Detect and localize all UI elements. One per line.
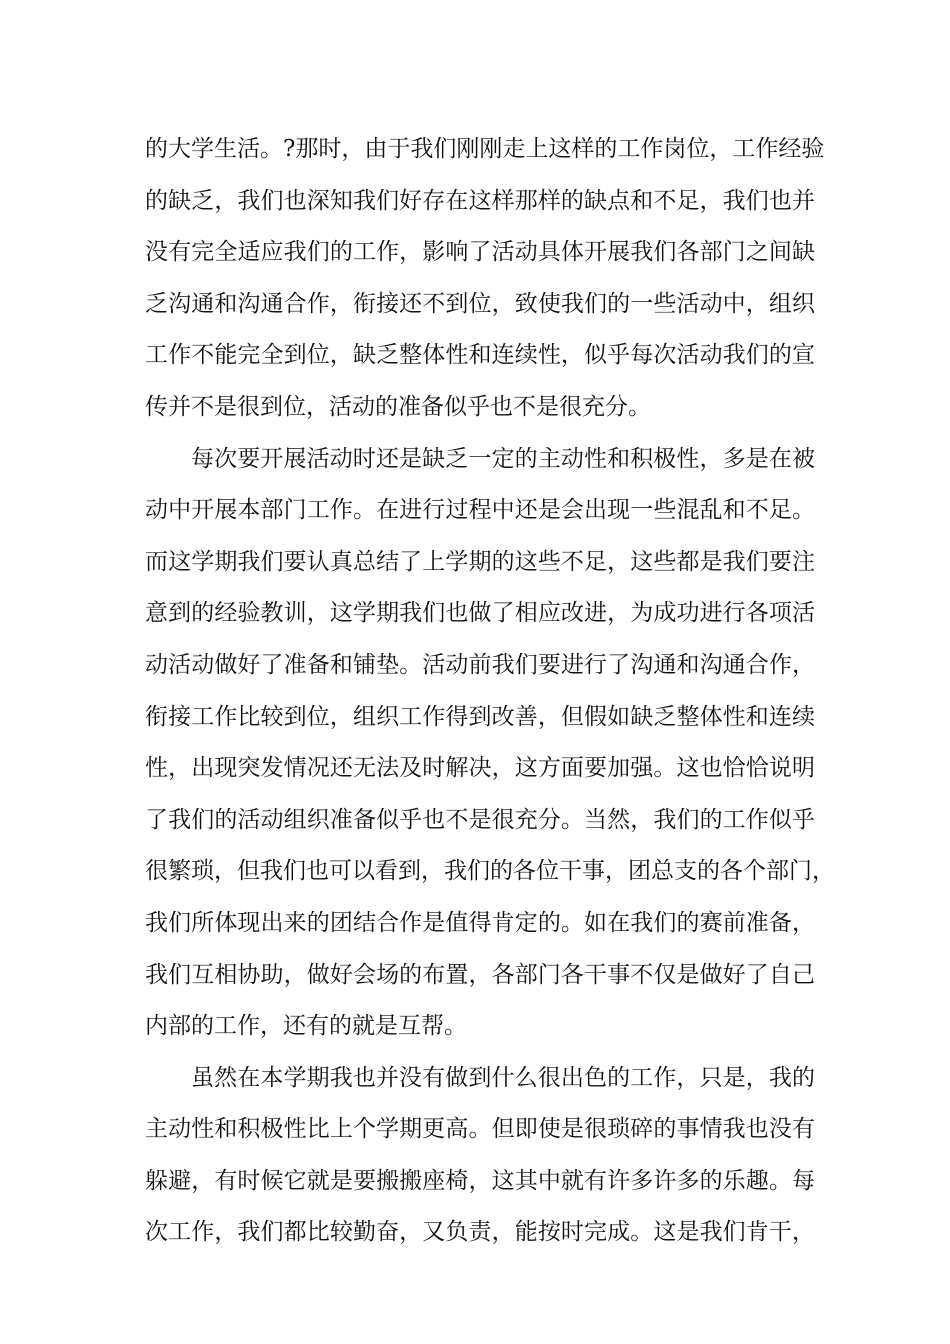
body-text [145, 124, 835, 1259]
text-line: 性，出现突发情况还无法及时解决，这方面要加强。这也恰恰说明 [145, 755, 815, 782]
text-line: 衔接工作比较到位，组织工作得到改善，但假如缺乏整体性和连续 [145, 703, 815, 730]
paragraph-first-line: 虽然在本学期我也并没有做到什么很出色的工作，只是，我的 [191, 1064, 815, 1091]
text-line: 乏沟通和沟通合作，衔接还不到位，致使我们的一些活动中，组织 [145, 290, 815, 317]
text-line: 躲避，有时候它就是要搬搬座椅，这其中就有许多许多的乐趣。每 [145, 1167, 815, 1194]
text-line: 我们所体现出来的团结合作是值得肯定的。如在我们的赛前准备， [145, 909, 815, 936]
text-line: 主动性和积极性比上个学期更高。但即使是很琐碎的事情我也没有 [145, 1116, 815, 1143]
text-line: 没有完全适应我们的工作，影响了活动具体开展我们各部门之间缺 [145, 239, 815, 266]
text-line: 内部的工作，还有的就是互帮。 [145, 1013, 467, 1040]
text-line: 次工作，我们都比较勤奋，又负责，能按时完成。这是我们肯干， [145, 1219, 815, 1246]
text-line: 动中开展本部门工作。在进行过程中还是会出现一些混乱和不足。 [145, 497, 815, 524]
text-line: 我们互相协助，做好会场的布置，各部门各干事不仅是做好了自己 [145, 961, 815, 988]
text-line: 动活动做好了准备和铺垫。活动前我们要进行了沟通和沟通合作， [145, 651, 815, 678]
text-line: 传并不是很到位，活动的准备似乎也不是很充分。 [145, 393, 651, 420]
text-line: 的大学生活。?那时，由于我们刚刚走上这样的工作岗位，工作经验 [145, 136, 825, 162]
text-line: 很繁琐，但我们也可以看到，我们的各位干事，团总支的各个部门， [145, 858, 835, 885]
paragraph-first-line: 每次要开展活动时还是缺乏一定的主动性和积极性，多是在被 [191, 445, 815, 472]
text-line: 意到的经验教训，这学期我们也做了相应改进，为成功进行各项活 [145, 600, 815, 627]
text-line: 了我们的活动组织准备似乎也不是很充分。当然，我们的工作似乎 [145, 806, 815, 833]
text-line: 而这学期我们要认真总结了上学期的这些不足，这些都是我们要注 [145, 548, 815, 575]
text-line: 工作不能完全到位，缺乏整体性和连续性，似乎每次活动我们的宣 [145, 342, 815, 369]
text-line: 的缺乏，我们也深知我们好存在这样那样的缺点和不足，我们也并 [145, 187, 815, 214]
